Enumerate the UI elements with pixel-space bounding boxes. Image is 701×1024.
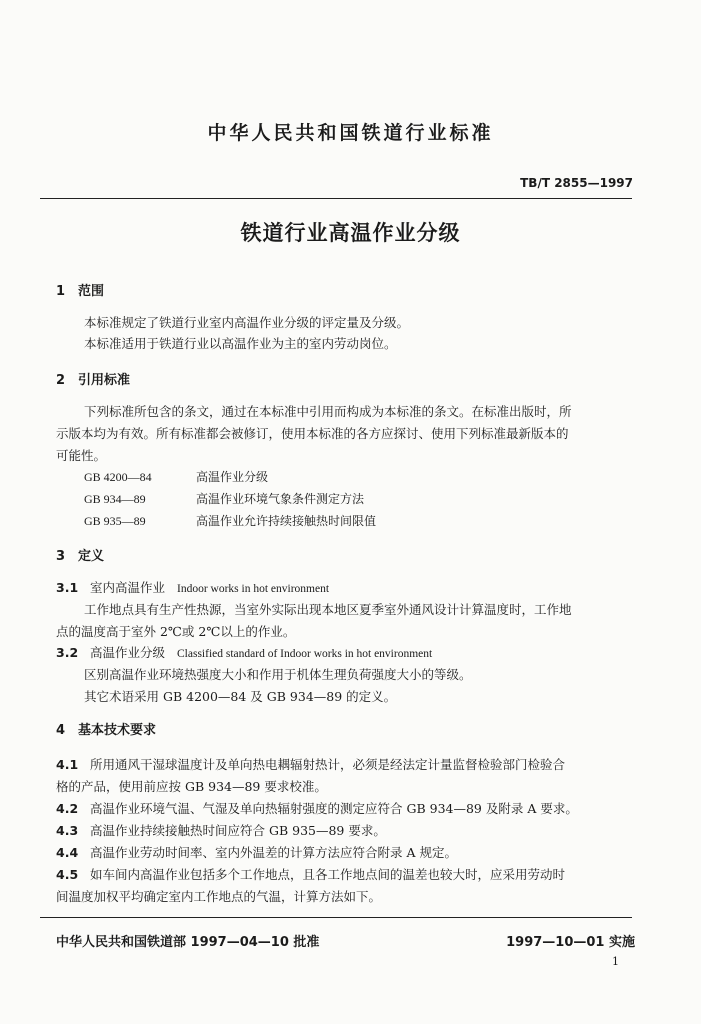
clause-number: 4.3	[56, 823, 79, 838]
paragraph: 间温度加权平均确定室内工作地点的气温，计算方法如下。	[56, 889, 382, 904]
clause-number: 4.1	[56, 757, 79, 772]
paragraph: 示版本均为有效。所有标准都会被修订，使用本标准的各方应探讨、使用下列标准最新版本的	[56, 426, 569, 441]
paragraph: 本标准规定了铁道行业室内高温作业分级的评定量及分级。	[84, 315, 410, 330]
standard-code: TB/T 2855—1997	[520, 176, 633, 190]
reference-name: 高温作业环境气象条件测定方法	[196, 492, 365, 506]
clause-number: 4.2	[56, 801, 79, 816]
reference-code: GB 4200—84	[84, 470, 152, 484]
implementation-date: 1997—10—01 实施	[506, 935, 635, 950]
definition-3-1	[56, 578, 329, 596]
definition-3-2	[56, 643, 432, 661]
reference-code: GB 935—89	[84, 514, 146, 528]
clause-number: 4.5	[56, 867, 79, 882]
term-en: Classified standard of Indoor works in hot environment	[177, 648, 433, 660]
section-3-heading	[56, 545, 104, 564]
clause-text: 高温作业环境气温、气湿及单向热辐射强度的测定应符合 GB 934—89 及附录 A 要求。	[90, 801, 578, 816]
approval-info: 中华人民共和国铁道部 1997—04—10 批准	[56, 935, 320, 950]
paragraph: 其它术语采用 GB 4200—84 及 GB 934—89 的定义。	[84, 689, 397, 704]
clause-number: 4.4	[56, 845, 79, 860]
footer-rule	[40, 917, 632, 918]
section-2-heading	[56, 369, 130, 388]
reference-item	[84, 468, 268, 485]
reference-name: 高温作业分级	[196, 470, 269, 484]
org-title: 中华人民共和国铁道行业标准	[207, 122, 494, 144]
section-title: 基本技术要求	[78, 723, 157, 738]
clause-4-4	[56, 843, 457, 861]
paragraph: 点的温度高于室外 2℃或 2℃以上的作业。	[56, 624, 296, 639]
paragraph: 区别高温作业环境热强度大小和作用于机体生理负荷强度大小的等级。	[84, 667, 472, 682]
reference-item	[84, 512, 376, 529]
term-cn: 高温作业分级	[90, 645, 166, 660]
clause-4-2	[56, 799, 578, 817]
paragraph: 下列标准所包含的条文，通过在本标准中引用而构成为本标准的条文。在标准出版时，所	[84, 404, 572, 419]
clause-number: 3.1	[56, 580, 79, 595]
document-title: 铁道行业高温作业分级	[240, 221, 461, 245]
term-cn: 室内高温作业	[90, 580, 166, 595]
paragraph: 工作地点具有生产性热源，当室外实际出现本地区夏季室外通风设计计算温度时，工作地	[84, 602, 572, 617]
section-number: 4	[56, 723, 66, 738]
clause-4-3	[56, 821, 386, 839]
reference-code: GB 934—89	[84, 492, 146, 506]
section-1-heading	[56, 280, 104, 299]
clause-4-5	[56, 865, 565, 883]
clause-text: 所用通风干湿球温度计及单向热电耦辐射热计，必须是经法定计量监督检验部门检验合	[90, 757, 566, 772]
term-en: Indoor works in hot environment	[177, 583, 330, 595]
reference-item	[84, 490, 364, 507]
paragraph: 格的产品，使用前应按 GB 934—89 要求校准。	[56, 779, 327, 794]
clause-4-1	[56, 755, 565, 773]
header-rule	[40, 198, 632, 199]
clause-text: 如车间内高温作业包括多个工作地点，且各工作地点间的温差也较大时，应采用劳动时	[90, 867, 566, 882]
paragraph: 本标准适用于铁道行业以高温作业为主的室内劳动岗位。	[84, 336, 397, 351]
section-title: 范围	[78, 284, 105, 299]
clause-number: 3.2	[56, 645, 79, 660]
section-number: 2	[56, 373, 66, 388]
clause-text: 高温作业劳动时间率、室内外温差的计算方法应符合附录 A 规定。	[90, 845, 457, 860]
section-number: 1	[56, 284, 66, 299]
paragraph: 可能性。	[56, 448, 107, 463]
section-title: 定义	[78, 549, 105, 564]
section-title: 引用标准	[78, 373, 131, 388]
reference-name: 高温作业允许持续接触热时间限值	[196, 514, 377, 528]
page-number: 1	[612, 955, 619, 968]
section-number: 3	[56, 549, 66, 564]
clause-text: 高温作业持续接触热时间应符合 GB 935—89 要求。	[90, 823, 386, 838]
section-4-heading	[56, 719, 156, 738]
